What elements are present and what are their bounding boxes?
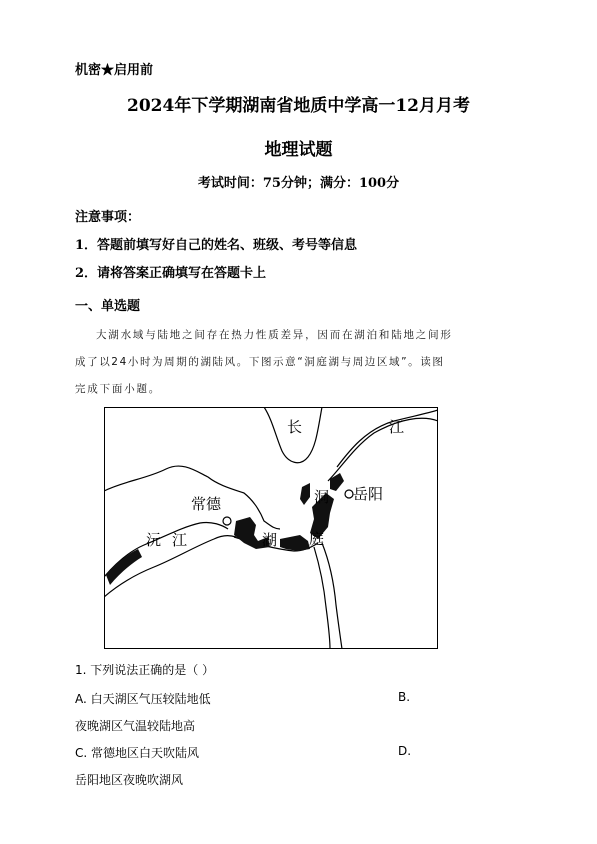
label-yuanjiang-jiang: 江 — [172, 531, 188, 549]
option-d-text: 岳阳地区夜晚吹湖风 — [75, 773, 184, 787]
notice-heading: 注意事项： — [75, 210, 141, 225]
intro-line-3: 完成下面小题。 — [75, 383, 162, 395]
intro-line-1: 大湖水域与陆地之间存在热力性质差异，因而在湖泊和陆地之间形 — [96, 329, 453, 341]
label-changde: 常德 — [191, 495, 222, 513]
confidential-label: 机密★启用前 — [75, 63, 154, 78]
exam-title: 2024年下学期湖南省地质中学高一12月月考 — [127, 96, 470, 116]
map-frame — [105, 408, 438, 649]
notice-item-1: 1．答题前填写好自己的姓名、班级、考号等信息 — [75, 238, 358, 253]
label-yueyang: 岳阳 — [353, 485, 384, 503]
dongting-lake-map — [104, 407, 438, 649]
label-jiang-top: 江 — [389, 418, 405, 436]
intro-line-2: 成了以24小时为周期的湖陆风。下图示意“洞庭湖与周边区域”。读图 — [75, 356, 445, 368]
label-yuan: 沅 — [146, 531, 162, 549]
option-b-text: 夜晚湖区气温较陆地高 — [75, 719, 196, 733]
label-hu: 湖 — [262, 531, 278, 549]
option-b-letter: B. — [398, 690, 411, 704]
option-d-letter: D. — [398, 744, 412, 758]
label-dong: 洞 — [314, 488, 330, 506]
label-chang: 长 — [287, 418, 303, 436]
label-ting: 庭 — [309, 530, 325, 548]
option-c: C. 常德地区白天吹陆风 — [75, 746, 200, 760]
exam-info: 考试时间：75分钟；满分：100分 — [197, 176, 400, 191]
option-a: A. 白天湖区气压较陆地低 — [75, 692, 211, 706]
yueyang-city-marker — [345, 490, 353, 498]
notice-item-2: 2．请将答案正确填写在答题卡上 — [75, 266, 267, 281]
section-heading: 一、单选题 — [75, 299, 141, 314]
changde-city-marker — [223, 517, 231, 525]
exam-subject: 地理试题 — [264, 140, 333, 160]
question-stem: 1. 下列说法正确的是（ ） — [75, 663, 215, 677]
